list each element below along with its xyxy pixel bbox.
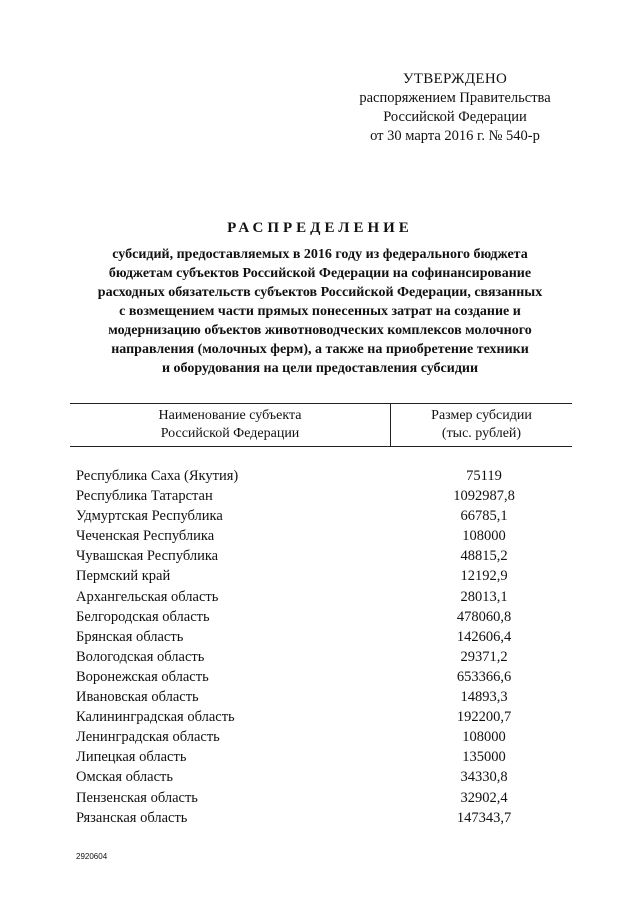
region-name: Воронежская область (76, 668, 209, 685)
region-name: Омская область (76, 769, 173, 786)
table-row (76, 808, 572, 828)
subsidy-amount: 28013,1 (460, 588, 508, 605)
column-header-region-line1: Наименование субъекта (158, 408, 302, 423)
region-name: Ивановская область (76, 689, 199, 706)
table-row (76, 486, 572, 506)
table-row (76, 526, 572, 546)
table-row (76, 707, 572, 727)
region-name: Пермский край (76, 568, 171, 585)
table-row (76, 788, 572, 808)
region-name: Калининградская область (76, 709, 235, 726)
table-row (76, 767, 572, 787)
column-header-amount-line2: (тыс. рублей) (441, 426, 522, 441)
table-row (76, 627, 572, 647)
table-header (70, 403, 572, 447)
subtitle-line: модернизацию объектов животноводческих комплексов молочного (108, 323, 532, 338)
subtitle-line: и оборудования на цели предоставления субсидии (161, 361, 479, 376)
subsidy-amount: 108000 (462, 528, 506, 545)
table-row (76, 607, 572, 627)
region-name: Липецкая область (76, 749, 187, 766)
region-name: Пензенская область (76, 789, 198, 806)
table-row (76, 667, 572, 687)
subsidy-amount: 142606,4 (456, 628, 512, 645)
approval-heading: УТВЕРЖДЕНО (402, 71, 508, 87)
subtitle-line: с возмещением части прямых понесенных затрат на создание и (119, 304, 521, 319)
column-header-region-line2: Российской Федерации (160, 426, 300, 441)
subtitle-line: направления (молочных ферм), а также на приобретение техники (111, 342, 529, 357)
approval-date-number: от 30 марта 2016 г. № 540-р (370, 128, 540, 144)
region-name: Республика Татарстан (76, 488, 213, 505)
subsidy-amount: 66785,1 (460, 508, 508, 525)
region-name: Вологодская область (76, 648, 205, 665)
region-name: Брянская область (76, 628, 184, 645)
region-name: Чеченская Республика (76, 528, 215, 545)
subsidy-amount: 135000 (462, 749, 506, 766)
subsidy-amount: 34330,8 (460, 769, 508, 786)
document-title: РАСПРЕДЕЛЕНИЕ (227, 220, 413, 236)
table-row (76, 546, 572, 566)
region-name: Республика Саха (Якутия) (76, 468, 239, 484)
region-name: Ленинградская область (76, 729, 220, 746)
subsidy-amount: 478060,8 (456, 608, 512, 625)
subsidy-amount: 29371,2 (460, 648, 508, 665)
region-name: Архангельская область (76, 588, 219, 605)
region-name: Чувашская Республика (76, 548, 219, 565)
table-row (76, 466, 572, 486)
table-row (76, 687, 572, 707)
subtitle-line: расходных обязательств субъектов Российской Федерации, связанных (97, 285, 543, 300)
subsidy-amount: 108000 (462, 729, 506, 746)
table-row (76, 647, 572, 667)
approval-authority-country: Российской Федерации (383, 109, 527, 125)
column-header-amount-line1: Размер субсидии (431, 408, 532, 423)
subtitle-line: субсидий, предоставляемых в 2016 году из федерального бюджета (112, 247, 528, 262)
table-row (76, 747, 572, 767)
subsidy-amount: 147343,7 (456, 809, 512, 826)
region-name: Рязанская область (76, 809, 188, 826)
subsidy-amount: 48815,2 (460, 548, 508, 565)
document-code: 2920604 (76, 852, 108, 861)
subsidy-amount: 14893,3 (460, 689, 508, 706)
column-header-region (70, 404, 391, 446)
subsidy-amount: 653366,6 (456, 668, 512, 685)
subsidy-table-body (76, 466, 572, 828)
subsidy-amount: 192200,7 (456, 709, 512, 726)
table-row (76, 727, 572, 747)
region-name: Удмуртская Республика (76, 508, 223, 525)
approval-authority: распоряжением Правительства (359, 90, 551, 106)
subsidy-amount: 32902,4 (460, 789, 508, 806)
table-row (76, 506, 572, 526)
table-row (76, 587, 572, 607)
document-subtitle (60, 245, 580, 378)
region-name: Белгородская область (76, 608, 210, 625)
subtitle-line: бюджетам субъектов Российской Федерации на софинансирование (108, 266, 532, 281)
subsidy-amount: 75119 (466, 468, 502, 484)
table-row (76, 566, 572, 586)
column-header-amount (391, 404, 572, 446)
approval-stamp (330, 70, 580, 146)
subsidy-amount: 12192,9 (460, 568, 508, 585)
subsidy-amount: 1092987,8 (453, 488, 515, 505)
